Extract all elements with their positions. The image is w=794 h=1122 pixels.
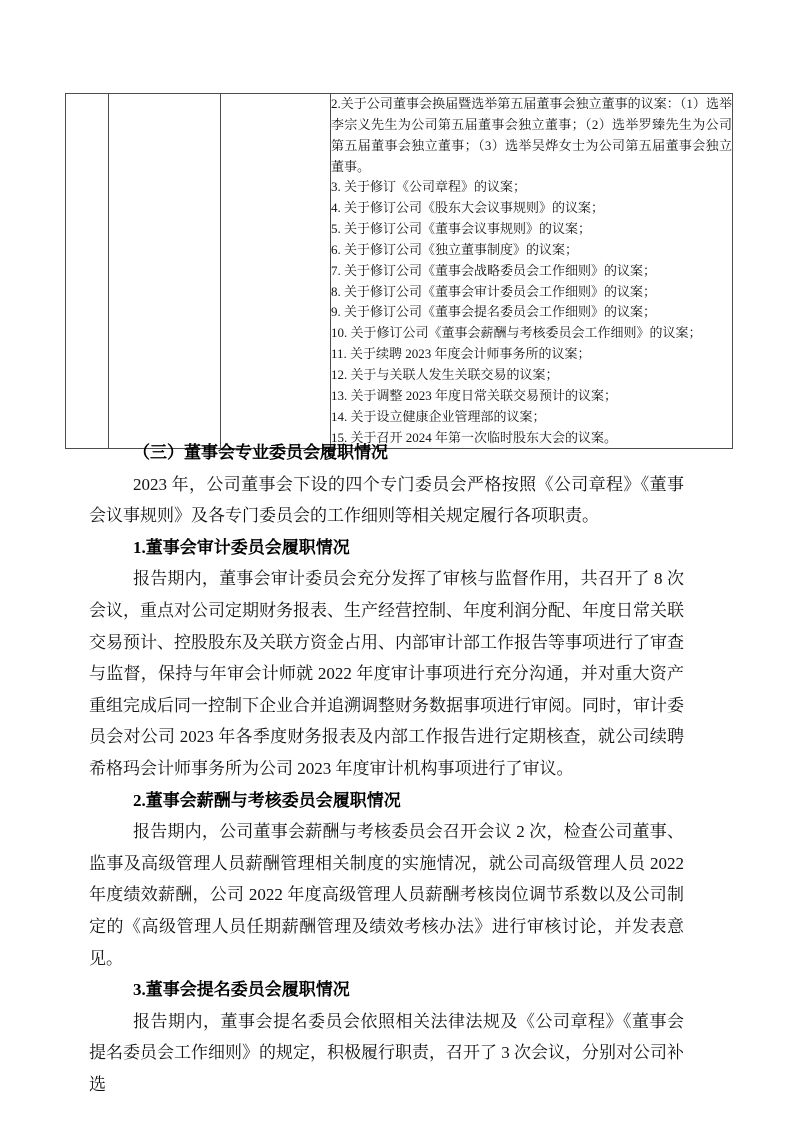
- table-cell-empty-3: [221, 94, 331, 449]
- subsection-title-nomination-committee: 3.董事会提名委员会履职情况: [133, 980, 350, 1000]
- subsection-body-nomination-committee: 报告期内，董事会提名委员会依照相关法律法规及《公司章程》《董事会提名委员会工作细则》的规定，积极履行职责，召开了 3 次会议，分别对公司补选: [89, 1011, 684, 1094]
- resolution-item: 9. 关于修订公司《董事会提名委员会工作细则》的议案；: [331, 304, 657, 320]
- subsection-title-remuneration-committee: 2.董事会薪酬与考核委员会履职情况: [133, 790, 401, 810]
- resolutions-table: [65, 93, 733, 449]
- subsection-body-remuneration-committee: 报告期内，公司董事会薪酬与考核委员会召开会议 2 次，检查公司董事、监事及高级管理人员薪酬管理相关制度的实施情况，就公司高级管理人员 2022 年度绩效薪酬，公司 2022 年度高级管理人员薪酬考核岗位调节系数以及公司制定的《高级管理人员任期薪酬管理及绩效考核办法》进行审核讨论，并发表意见。: [89, 822, 684, 968]
- resolution-items-list: [331, 94, 732, 448]
- section-intro-paragraph: 2023 年，公司董事会下设的四个专门委员会严格按照《公司章程》《董事会议事规则》及各专门委员会的工作细则等相关规定履行各项职责。: [89, 474, 684, 526]
- subsection-body-audit-committee: 报告期内，董事会审计委员会充分发挥了审核与监督作用，共召开了 8 次会议，重点对公司定期财务报表、生产经营控制、年度利润分配、年度日常关联交易预计、控股股东及关联方资金占用、内部审计部工作报告等事项进行了审查与监督，保持与年审会计师就 2022 年度审计事项进行充分沟通，并对重大资产重组完成后同一控制下企业合并追溯调整财务数据事项进行审阅。同时，审计委员会对公司 2023 年各季度财务报表及内部工作报告进行定期核查，就公司续聘希格玛会计师事务所为公司 2023 年度审计机构事项进行了审议。: [89, 569, 684, 778]
- section-heading-committees: （三）董事会专业委员会履职情况: [133, 443, 388, 462]
- table-cell-empty-2: [109, 94, 221, 449]
- resolution-item: 3. 关于修订《公司章程》的议案；: [331, 179, 527, 195]
- subsection-title-audit-committee: 1.董事会审计委员会履职情况: [133, 537, 350, 557]
- table-cell-resolutions: [331, 94, 733, 449]
- resolution-item: 15. 关于召开 2024 年第一次临时股东大会的议案。: [331, 429, 618, 445]
- resolution-item: 10. 关于修订公司《董事会薪酬与考核委员会工作细则》的议案；: [331, 325, 702, 341]
- resolution-item: 12. 关于与关联人发生关联交易的议案；: [331, 366, 559, 382]
- resolution-item: 4. 关于修订公司《股东大会议事规则》的议案；: [331, 200, 605, 216]
- report-body: [89, 437, 684, 1100]
- resolution-item: 5. 关于修订公司《董事会议事规则》的议案；: [331, 221, 592, 237]
- resolution-item: 13. 关于调整 2023 年度日常关联交易预计的议案；: [331, 387, 618, 403]
- resolution-item: 14. 关于设立健康企业管理部的议案；: [331, 408, 546, 424]
- resolution-item: 8. 关于修订公司《董事会审计委员会工作细则》的议案；: [331, 283, 657, 299]
- resolution-item: 6. 关于修订公司《独立董事制度》的议案；: [331, 241, 579, 257]
- table-row: [66, 94, 733, 449]
- table-cell-empty-1: [66, 94, 109, 449]
- resolution-item: 2.关于公司董事会换届暨选举第五届董事会独立董事的议案：（1）选举李宗义先生为公司第五届董事会独立董事；（2）选举罗臻先生为公司第五届董事会独立董事；（3）选举吴烨女士为公司第五届董事会独立董事。: [331, 96, 732, 174]
- resolution-item: 11. 关于续聘 2023 年度会计师事务所的议案；: [331, 346, 591, 362]
- resolution-item: 7. 关于修订公司《董事会战略委员会工作细则》的议案；: [331, 262, 657, 278]
